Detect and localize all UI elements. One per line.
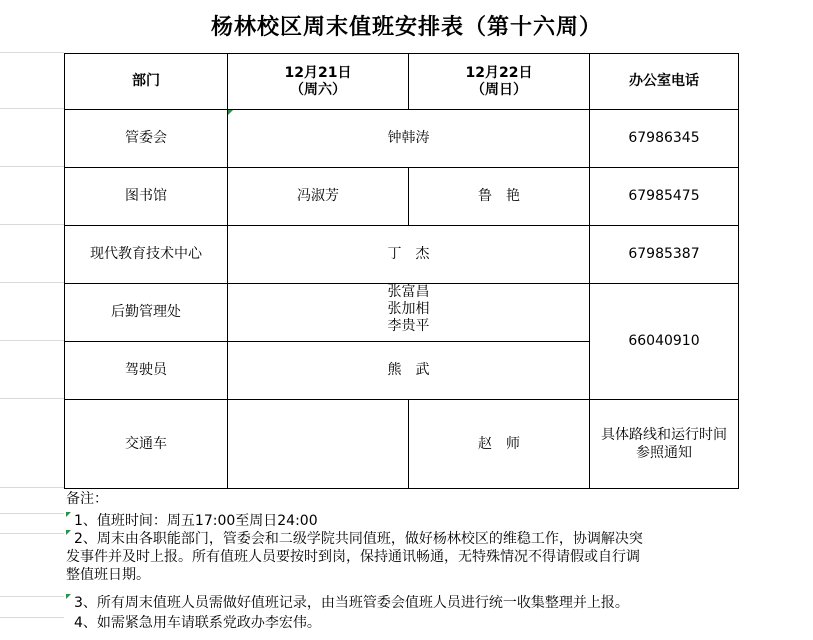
comment-marker-icon [228, 110, 233, 115]
notes-section [66, 490, 746, 632]
header-day1-week: （周六） [290, 81, 346, 98]
cell-duty-logistics[interactable] [228, 284, 590, 342]
cell-phone-guanwei[interactable]: 67986345 [590, 110, 739, 168]
cell-duty-driver[interactable]: 熊 武 [228, 342, 590, 400]
sheet-gridline [0, 533, 64, 534]
note-text: 4、如需紧急用车请联系党政办李宏伟。 [74, 615, 321, 631]
sheet-gridline [0, 340, 64, 341]
cell-dept-guanwei[interactable]: 管委会 [65, 110, 228, 168]
note-text: 发事件并及时上报。所有值班人员要按时到岗，保持通讯畅通，无特殊情况不得请假或自行调 [66, 549, 640, 565]
cell-dept-edutech[interactable]: 现代教育技术中心 [65, 226, 228, 284]
note-text: 整值班日期。 [66, 567, 150, 583]
header-day1-date: 12月21日 [284, 64, 352, 81]
notes-heading: 备注： [66, 491, 108, 507]
cell-dept-driver[interactable]: 驾驶员 [65, 342, 228, 400]
note-item [66, 512, 746, 530]
page-title: 杨林校区周末值班安排表（第十六周） [210, 14, 602, 40]
cell-dept-library[interactable]: 图书馆 [65, 168, 228, 226]
table-row [65, 284, 739, 342]
duty-name: 张加相 [387, 301, 430, 317]
cell-day1-library[interactable]: 冯淑芳 [228, 168, 409, 226]
cell-dept-logistics[interactable]: 后勤管理处 [65, 284, 228, 342]
sheet-gridline [0, 108, 64, 109]
note-item [66, 614, 746, 632]
note-item [66, 594, 746, 612]
sheet-gridline [0, 617, 64, 618]
cell-day2-library[interactable]: 鲁 艳 [409, 168, 590, 226]
shuttle-note-line: 参照通知 [636, 445, 692, 461]
sheet-gridline [0, 282, 64, 283]
header-dept[interactable]: 部门 [65, 54, 228, 110]
cell-phone-edutech[interactable]: 67985387 [590, 226, 739, 284]
cell-dept-shuttle[interactable]: 交通车 [65, 400, 228, 489]
header-day2[interactable] [409, 54, 590, 110]
note-item-continued [66, 548, 746, 584]
comment-marker-icon [66, 530, 71, 535]
note-text: 2、周末由各职能部门，管委会和二级学院共同值班，做好杨林校区的维稳工作，协调解决突 [74, 531, 643, 547]
sheet-gridline [0, 513, 64, 514]
shuttle-note-line: 具体路线和运行时间 [601, 427, 727, 443]
header-day2-date: 12月22日 [465, 64, 533, 81]
cell-phone-library[interactable]: 67985475 [590, 168, 739, 226]
note-item [66, 530, 746, 548]
table-row [65, 168, 739, 226]
header-day1[interactable] [228, 54, 409, 110]
cell-duty-guanwei[interactable] [228, 110, 590, 168]
header-phone[interactable]: 办公室电话 [590, 54, 739, 110]
cell-duty-edutech[interactable]: 丁 杰 [228, 226, 590, 284]
sheet-gridline [0, 52, 64, 53]
comment-marker-icon [66, 512, 71, 517]
cell-day2-shuttle[interactable]: 赵 师 [409, 400, 590, 489]
note-text: 1、值班时间：周五17:00至周日24:00 [74, 513, 318, 529]
table-row [65, 226, 739, 284]
sheet-gridline [0, 398, 64, 399]
table-row [65, 110, 739, 168]
comment-marker-icon [66, 594, 71, 599]
note-text: 3、所有周末值班人员需做好值班记录，由当班管委会值班人员进行统一收集整理并上报。 [74, 595, 629, 611]
cell-phone-logistics[interactable]: 66040910 [590, 284, 739, 400]
duty-name: 张富昌 [387, 284, 430, 300]
sheet-gridline [0, 166, 64, 167]
header-day2-week: （周日） [471, 81, 527, 98]
sheet-gridline [0, 487, 64, 488]
sheet-gridline [0, 224, 64, 225]
duty-schedule-table [64, 53, 739, 489]
duty-name: 钟韩涛 [387, 130, 430, 146]
table-header-row [65, 54, 739, 110]
sheet-gridline [0, 596, 64, 597]
cell-phone-shuttle[interactable] [590, 400, 739, 489]
table-row [65, 400, 739, 489]
cell-day1-shuttle[interactable] [228, 400, 409, 489]
duty-name: 李贵平 [387, 318, 430, 334]
